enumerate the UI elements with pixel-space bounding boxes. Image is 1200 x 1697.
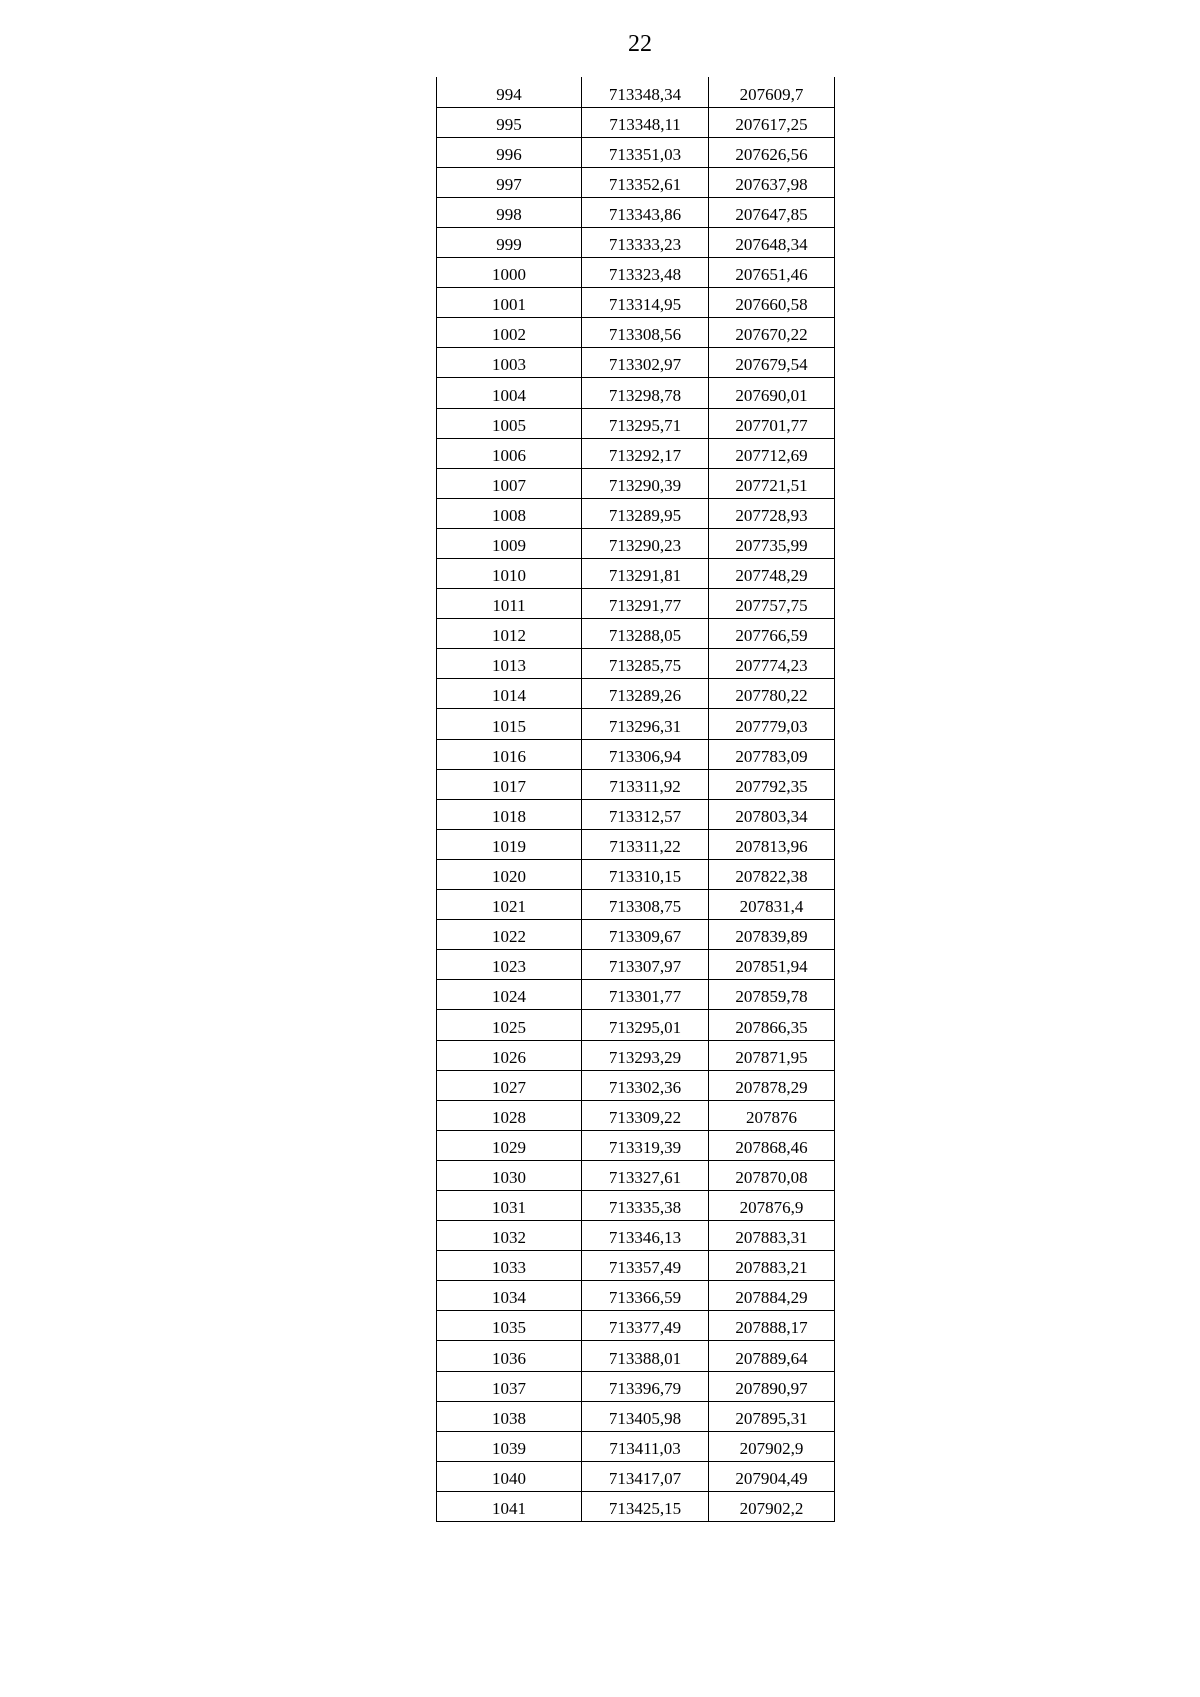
y-coordinate-cell: 207651,46 <box>709 258 835 288</box>
table-row <box>437 1070 835 1100</box>
point-number-cell: 1030 <box>437 1160 582 1190</box>
table-row <box>437 709 835 739</box>
table-row <box>437 1040 835 1070</box>
x-coordinate-cell: 713396,79 <box>582 1371 709 1401</box>
y-coordinate-cell: 207670,22 <box>709 318 835 348</box>
point-number-cell: 1037 <box>437 1371 582 1401</box>
x-coordinate-cell: 713292,17 <box>582 438 709 468</box>
table-row <box>437 679 835 709</box>
y-coordinate-cell: 207851,94 <box>709 950 835 980</box>
point-number-cell: 1014 <box>437 679 582 709</box>
x-coordinate-cell: 713290,39 <box>582 468 709 498</box>
point-number-cell: 1024 <box>437 980 582 1010</box>
table-row <box>437 1281 835 1311</box>
point-number-cell: 1036 <box>437 1341 582 1371</box>
y-coordinate-cell: 207735,99 <box>709 528 835 558</box>
point-number-cell: 1000 <box>437 258 582 288</box>
table-row <box>437 167 835 197</box>
point-number-cell: 1002 <box>437 318 582 348</box>
y-coordinate-cell: 207831,4 <box>709 890 835 920</box>
point-number-cell: 1007 <box>437 468 582 498</box>
x-coordinate-cell: 713335,38 <box>582 1190 709 1220</box>
table-row <box>437 1341 835 1371</box>
coordinates-table-body <box>437 77 835 1522</box>
table-row <box>437 1160 835 1190</box>
point-number-cell: 1041 <box>437 1491 582 1521</box>
table-row <box>437 829 835 859</box>
table-row <box>437 950 835 980</box>
point-number-cell: 1020 <box>437 859 582 889</box>
x-coordinate-cell: 713425,15 <box>582 1491 709 1521</box>
table-row <box>437 137 835 167</box>
y-coordinate-cell: 207868,46 <box>709 1130 835 1160</box>
x-coordinate-cell: 713348,34 <box>582 77 709 107</box>
point-number-cell: 997 <box>437 167 582 197</box>
y-coordinate-cell: 207774,23 <box>709 649 835 679</box>
point-number-cell: 1019 <box>437 829 582 859</box>
x-coordinate-cell: 713295,71 <box>582 408 709 438</box>
x-coordinate-cell: 713348,11 <box>582 107 709 137</box>
table-row <box>437 1491 835 1521</box>
y-coordinate-cell: 207876 <box>709 1100 835 1130</box>
coordinates-table <box>436 77 835 1522</box>
y-coordinate-cell: 207679,54 <box>709 348 835 378</box>
table-row <box>437 1190 835 1220</box>
table-row <box>437 438 835 468</box>
table-row <box>437 980 835 1010</box>
x-coordinate-cell: 713285,75 <box>582 649 709 679</box>
x-coordinate-cell: 713291,81 <box>582 559 709 589</box>
table-row <box>437 348 835 378</box>
y-coordinate-cell: 207889,64 <box>709 1341 835 1371</box>
y-coordinate-cell: 207780,22 <box>709 679 835 709</box>
y-coordinate-cell: 207721,51 <box>709 468 835 498</box>
table-row <box>437 378 835 408</box>
y-coordinate-cell: 207803,34 <box>709 799 835 829</box>
table-row <box>437 859 835 889</box>
table-row <box>437 649 835 679</box>
table-row <box>437 1311 835 1341</box>
point-number-cell: 1021 <box>437 890 582 920</box>
point-number-cell: 995 <box>437 107 582 137</box>
x-coordinate-cell: 713291,77 <box>582 589 709 619</box>
point-number-cell: 1025 <box>437 1010 582 1040</box>
y-coordinate-cell: 207888,17 <box>709 1311 835 1341</box>
x-coordinate-cell: 713346,13 <box>582 1221 709 1251</box>
table-row <box>437 589 835 619</box>
point-number-cell: 1033 <box>437 1251 582 1281</box>
point-number-cell: 994 <box>437 77 582 107</box>
x-coordinate-cell: 713310,15 <box>582 859 709 889</box>
table-row <box>437 77 835 107</box>
table-row <box>437 769 835 799</box>
point-number-cell: 1023 <box>437 950 582 980</box>
table-row <box>437 1221 835 1251</box>
x-coordinate-cell: 713302,97 <box>582 348 709 378</box>
y-coordinate-cell: 207822,38 <box>709 859 835 889</box>
y-coordinate-cell: 207870,08 <box>709 1160 835 1190</box>
point-number-cell: 1040 <box>437 1461 582 1491</box>
y-coordinate-cell: 207890,97 <box>709 1371 835 1401</box>
x-coordinate-cell: 713311,92 <box>582 769 709 799</box>
table-row <box>437 739 835 769</box>
x-coordinate-cell: 713295,01 <box>582 1010 709 1040</box>
coordinates-table-container <box>436 77 834 1522</box>
table-row <box>437 1461 835 1491</box>
y-coordinate-cell: 207648,34 <box>709 227 835 257</box>
x-coordinate-cell: 713314,95 <box>582 288 709 318</box>
x-coordinate-cell: 713357,49 <box>582 1251 709 1281</box>
point-number-cell: 1016 <box>437 739 582 769</box>
x-coordinate-cell: 713377,49 <box>582 1311 709 1341</box>
point-number-cell: 1029 <box>437 1130 582 1160</box>
table-row <box>437 1371 835 1401</box>
point-number-cell: 1009 <box>437 528 582 558</box>
point-number-cell: 1035 <box>437 1311 582 1341</box>
x-coordinate-cell: 713323,48 <box>582 258 709 288</box>
table-row <box>437 107 835 137</box>
y-coordinate-cell: 207690,01 <box>709 378 835 408</box>
table-row <box>437 1431 835 1461</box>
table-row <box>437 258 835 288</box>
x-coordinate-cell: 713333,23 <box>582 227 709 257</box>
y-coordinate-cell: 207876,9 <box>709 1190 835 1220</box>
y-coordinate-cell: 207813,96 <box>709 829 835 859</box>
x-coordinate-cell: 713289,26 <box>582 679 709 709</box>
point-number-cell: 1026 <box>437 1040 582 1070</box>
x-coordinate-cell: 713417,07 <box>582 1461 709 1491</box>
x-coordinate-cell: 713327,61 <box>582 1160 709 1190</box>
y-coordinate-cell: 207748,29 <box>709 559 835 589</box>
x-coordinate-cell: 713288,05 <box>582 619 709 649</box>
y-coordinate-cell: 207779,03 <box>709 709 835 739</box>
y-coordinate-cell: 207637,98 <box>709 167 835 197</box>
x-coordinate-cell: 713352,61 <box>582 167 709 197</box>
point-number-cell: 1017 <box>437 769 582 799</box>
y-coordinate-cell: 207883,31 <box>709 1221 835 1251</box>
point-number-cell: 1039 <box>437 1431 582 1461</box>
y-coordinate-cell: 207712,69 <box>709 438 835 468</box>
x-coordinate-cell: 713306,94 <box>582 739 709 769</box>
x-coordinate-cell: 713311,22 <box>582 829 709 859</box>
table-row <box>437 1251 835 1281</box>
x-coordinate-cell: 713411,03 <box>582 1431 709 1461</box>
point-number-cell: 1038 <box>437 1401 582 1431</box>
point-number-cell: 1011 <box>437 589 582 619</box>
point-number-cell: 1006 <box>437 438 582 468</box>
x-coordinate-cell: 713405,98 <box>582 1401 709 1431</box>
y-coordinate-cell: 207660,58 <box>709 288 835 318</box>
y-coordinate-cell: 207626,56 <box>709 137 835 167</box>
y-coordinate-cell: 207701,77 <box>709 408 835 438</box>
point-number-cell: 999 <box>437 227 582 257</box>
page-number: 22 <box>628 31 652 57</box>
point-number-cell: 1031 <box>437 1190 582 1220</box>
table-row <box>437 498 835 528</box>
table-row <box>437 408 835 438</box>
y-coordinate-cell: 207859,78 <box>709 980 835 1010</box>
x-coordinate-cell: 713293,29 <box>582 1040 709 1070</box>
table-row <box>437 318 835 348</box>
y-coordinate-cell: 207757,75 <box>709 589 835 619</box>
x-coordinate-cell: 713289,95 <box>582 498 709 528</box>
y-coordinate-cell: 207647,85 <box>709 197 835 227</box>
y-coordinate-cell: 207884,29 <box>709 1281 835 1311</box>
point-number-cell: 1013 <box>437 649 582 679</box>
point-number-cell: 1018 <box>437 799 582 829</box>
y-coordinate-cell: 207783,09 <box>709 739 835 769</box>
x-coordinate-cell: 713366,59 <box>582 1281 709 1311</box>
table-row <box>437 528 835 558</box>
y-coordinate-cell: 207883,21 <box>709 1251 835 1281</box>
table-row <box>437 1401 835 1431</box>
y-coordinate-cell: 207902,9 <box>709 1431 835 1461</box>
table-row <box>437 227 835 257</box>
point-number-cell: 1010 <box>437 559 582 589</box>
point-number-cell: 1028 <box>437 1100 582 1130</box>
point-number-cell: 1004 <box>437 378 582 408</box>
y-coordinate-cell: 207895,31 <box>709 1401 835 1431</box>
point-number-cell: 1008 <box>437 498 582 528</box>
y-coordinate-cell: 207609,7 <box>709 77 835 107</box>
x-coordinate-cell: 713307,97 <box>582 950 709 980</box>
point-number-cell: 998 <box>437 197 582 227</box>
y-coordinate-cell: 207904,49 <box>709 1461 835 1491</box>
x-coordinate-cell: 713312,57 <box>582 799 709 829</box>
y-coordinate-cell: 207792,35 <box>709 769 835 799</box>
point-number-cell: 1032 <box>437 1221 582 1251</box>
x-coordinate-cell: 713388,01 <box>582 1341 709 1371</box>
table-row <box>437 468 835 498</box>
x-coordinate-cell: 713298,78 <box>582 378 709 408</box>
point-number-cell: 996 <box>437 137 582 167</box>
y-coordinate-cell: 207871,95 <box>709 1040 835 1070</box>
point-number-cell: 1001 <box>437 288 582 318</box>
y-coordinate-cell: 207839,89 <box>709 920 835 950</box>
y-coordinate-cell: 207878,29 <box>709 1070 835 1100</box>
table-row <box>437 1100 835 1130</box>
x-coordinate-cell: 713302,36 <box>582 1070 709 1100</box>
table-row <box>437 1130 835 1160</box>
point-number-cell: 1034 <box>437 1281 582 1311</box>
point-number-cell: 1015 <box>437 709 582 739</box>
point-number-cell: 1003 <box>437 348 582 378</box>
table-row <box>437 1010 835 1040</box>
x-coordinate-cell: 713308,56 <box>582 318 709 348</box>
table-row <box>437 197 835 227</box>
y-coordinate-cell: 207866,35 <box>709 1010 835 1040</box>
y-coordinate-cell: 207728,93 <box>709 498 835 528</box>
table-row <box>437 799 835 829</box>
table-row <box>437 890 835 920</box>
table-row <box>437 619 835 649</box>
x-coordinate-cell: 713296,31 <box>582 709 709 739</box>
x-coordinate-cell: 713351,03 <box>582 137 709 167</box>
x-coordinate-cell: 713309,22 <box>582 1100 709 1130</box>
point-number-cell: 1022 <box>437 920 582 950</box>
point-number-cell: 1005 <box>437 408 582 438</box>
table-row <box>437 559 835 589</box>
point-number-cell: 1012 <box>437 619 582 649</box>
x-coordinate-cell: 713309,67 <box>582 920 709 950</box>
x-coordinate-cell: 713319,39 <box>582 1130 709 1160</box>
y-coordinate-cell: 207617,25 <box>709 107 835 137</box>
y-coordinate-cell: 207766,59 <box>709 619 835 649</box>
x-coordinate-cell: 713343,86 <box>582 197 709 227</box>
point-number-cell: 1027 <box>437 1070 582 1100</box>
x-coordinate-cell: 713308,75 <box>582 890 709 920</box>
x-coordinate-cell: 713290,23 <box>582 528 709 558</box>
y-coordinate-cell: 207902,2 <box>709 1491 835 1521</box>
x-coordinate-cell: 713301,77 <box>582 980 709 1010</box>
table-row <box>437 288 835 318</box>
table-row <box>437 920 835 950</box>
